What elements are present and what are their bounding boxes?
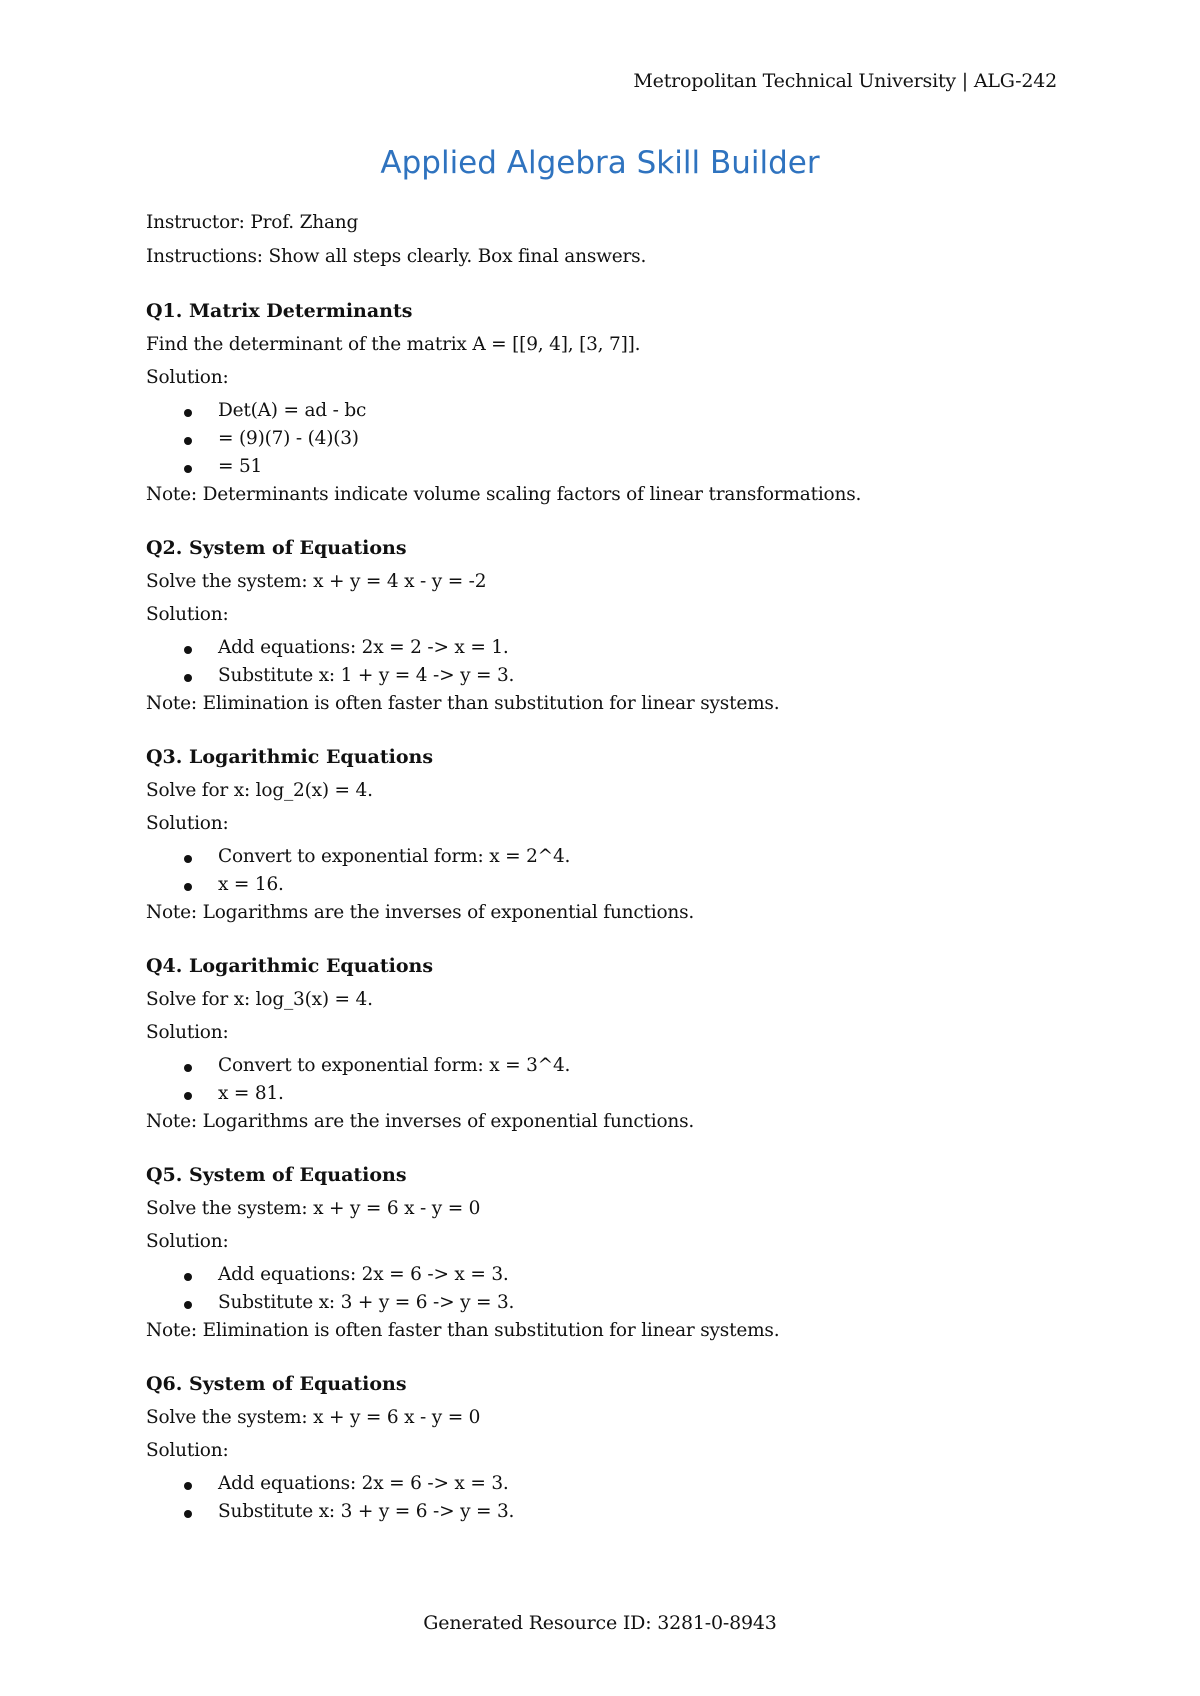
solution-step (146, 400, 1076, 428)
question-list (146, 300, 1076, 1529)
solution-step (146, 456, 1076, 484)
solution-steps (146, 400, 1076, 484)
question-title: Q6. System of Equations (146, 1373, 407, 1395)
question-title: Q2. System of Equations (146, 537, 407, 559)
bullet-icon (184, 1482, 192, 1490)
instructions-line: Instructions: Show all steps clearly. Box final answers. (146, 246, 647, 267)
solution-steps (146, 1055, 1076, 1111)
step-text: = (9)(7) - (4)(3) (218, 428, 359, 449)
question-note: Note: Elimination is often faster than substitution for linear systems. (146, 693, 780, 714)
question-title: Q4. Logarithmic Equations (146, 955, 434, 977)
solution-step (146, 1055, 1076, 1083)
step-text: Substitute x: 3 + y = 6 -> y = 3. (218, 1292, 515, 1313)
step-text: Substitute x: 3 + y = 6 -> y = 3. (218, 1501, 515, 1522)
bullet-icon (184, 409, 192, 417)
question-block (146, 1373, 1076, 1529)
question-title: Q5. System of Equations (146, 1164, 407, 1186)
solution-label: Solution: (146, 1022, 229, 1043)
solution-step (146, 1292, 1076, 1320)
question-title: Q3. Logarithmic Equations (146, 746, 434, 768)
solution-steps (146, 1264, 1076, 1320)
step-text: Substitute x: 1 + y = 4 -> y = 3. (218, 665, 515, 686)
bullet-icon (184, 465, 192, 473)
page-footer: Generated Resource ID: 3281-0-8943 (423, 1612, 777, 1634)
solution-label: Solution: (146, 1231, 229, 1252)
document-body (146, 212, 1076, 1529)
step-text: Add equations: 2x = 6 -> x = 3. (218, 1473, 509, 1494)
step-text: = 51 (218, 456, 263, 477)
solution-label: Solution: (146, 604, 229, 625)
bullet-icon (184, 674, 192, 682)
question-note: Note: Logarithms are the inverses of exponential functions. (146, 902, 695, 923)
question-block (146, 746, 1076, 935)
solution-step (146, 637, 1076, 665)
step-text: Add equations: 2x = 2 -> x = 1. (218, 637, 509, 658)
step-text: x = 81. (218, 1083, 284, 1104)
bullet-icon (184, 437, 192, 445)
instructor-line: Instructor: Prof. Zhang (146, 212, 359, 233)
question-note: Note: Determinants indicate volume scaling factors of linear transformations. (146, 484, 862, 505)
solution-steps (146, 1473, 1076, 1529)
solution-label: Solution: (146, 1440, 229, 1461)
solution-step (146, 1264, 1076, 1292)
question-block (146, 1164, 1076, 1353)
question-prompt: Solve for x: log_3(x) = 4. (146, 989, 373, 1010)
page-header: Metropolitan Technical University | ALG-242 (633, 70, 1057, 92)
bullet-icon (184, 1510, 192, 1518)
question-prompt: Solve the system: x + y = 6 x - y = 0 (146, 1198, 481, 1219)
bullet-icon (184, 646, 192, 654)
question-prompt: Solve the system: x + y = 4 x - y = -2 (146, 571, 487, 592)
bullet-icon (184, 855, 192, 863)
solution-step (146, 846, 1076, 874)
solution-steps (146, 846, 1076, 902)
page-title: Applied Algebra Skill Builder (380, 145, 820, 181)
bullet-icon (184, 1273, 192, 1281)
question-prompt: Solve for x: log_2(x) = 4. (146, 780, 373, 801)
question-prompt: Find the determinant of the matrix A = [[9, 4], [3, 7]]. (146, 334, 641, 355)
question-note: Note: Logarithms are the inverses of exponential functions. (146, 1111, 695, 1132)
solution-label: Solution: (146, 367, 229, 388)
bullet-icon (184, 1301, 192, 1309)
step-text: Det(A) = ad - bc (218, 400, 367, 421)
solution-step (146, 874, 1076, 902)
solution-step (146, 428, 1076, 456)
solution-step (146, 665, 1076, 693)
question-title: Q1. Matrix Determinants (146, 300, 413, 322)
question-block (146, 300, 1076, 517)
step-text: Convert to exponential form: x = 3^4. (218, 1055, 571, 1076)
question-prompt: Solve the system: x + y = 6 x - y = 0 (146, 1407, 481, 1428)
solution-step (146, 1501, 1076, 1529)
solution-step (146, 1473, 1076, 1501)
solution-steps (146, 637, 1076, 693)
question-block (146, 955, 1076, 1144)
solution-step (146, 1083, 1076, 1111)
bullet-icon (184, 1064, 192, 1072)
question-note: Note: Elimination is often faster than substitution for linear systems. (146, 1320, 780, 1341)
bullet-icon (184, 883, 192, 891)
step-text: x = 16. (218, 874, 284, 895)
step-text: Convert to exponential form: x = 2^4. (218, 846, 571, 867)
question-block (146, 537, 1076, 726)
solution-label: Solution: (146, 813, 229, 834)
step-text: Add equations: 2x = 6 -> x = 3. (218, 1264, 509, 1285)
bullet-icon (184, 1092, 192, 1100)
